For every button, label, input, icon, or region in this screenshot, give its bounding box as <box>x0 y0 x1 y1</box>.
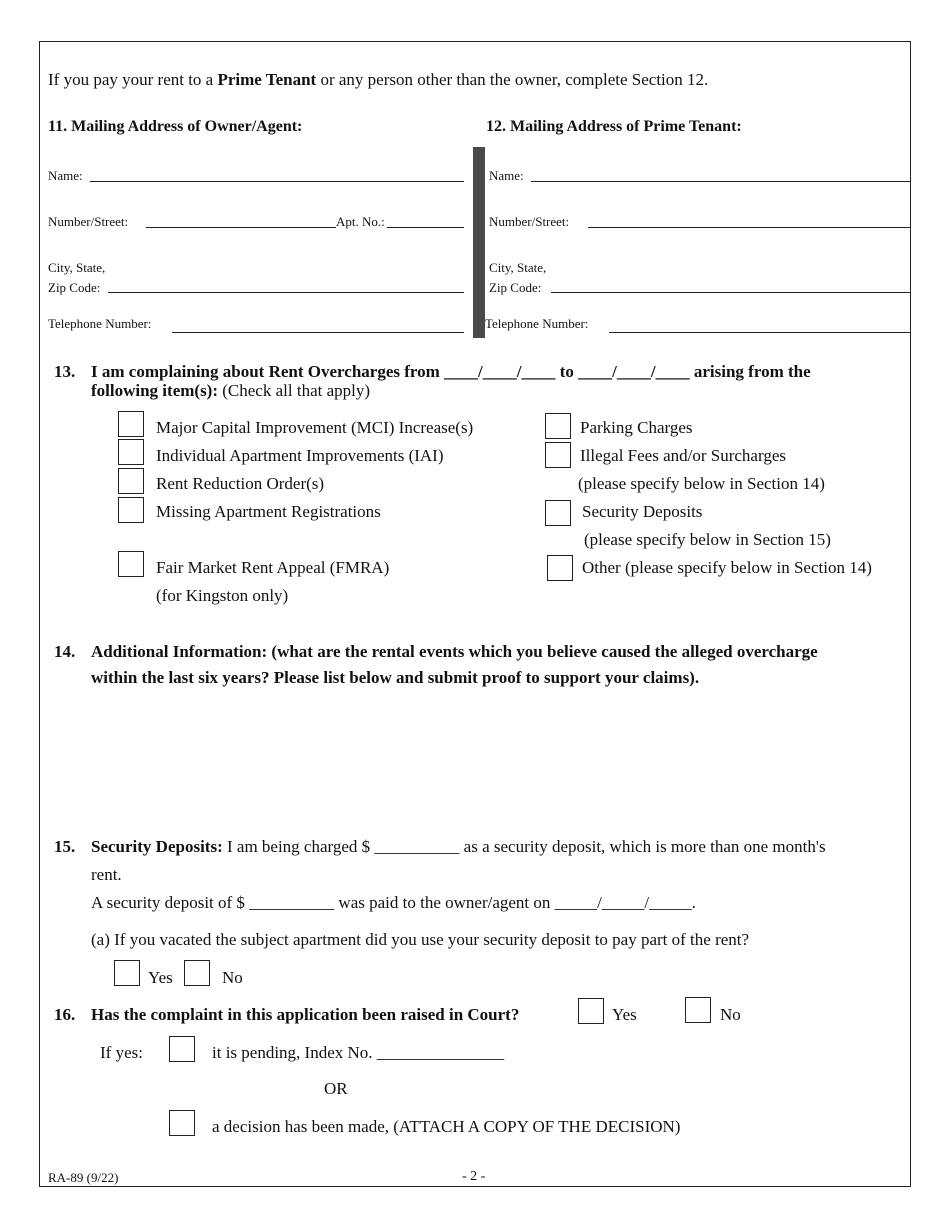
tenant-phone-field[interactable] <box>609 332 911 333</box>
owner-name-label: Name: <box>48 168 83 183</box>
owner-street-label: Number/Street: <box>48 214 129 229</box>
tenant-phone-label: Telephone Number: <box>485 316 589 331</box>
checkbox-court-no[interactable] <box>685 997 711 1023</box>
label-rent-reduction: Rent Reduction Order(s) <box>156 474 325 493</box>
checkbox-fmra[interactable] <box>118 551 144 577</box>
section-13-line1: I am complaining about Rent Overcharges from ____/____/____ to ____/____/____ arising from the <box>91 362 811 381</box>
owner-phone-field[interactable] <box>172 332 464 333</box>
label-court-no: No <box>720 1005 741 1024</box>
label-if-yes: If yes: <box>100 1043 143 1062</box>
label-decision: a decision has been made, (ATTACH A COPY OF THE DECISION) <box>212 1117 681 1136</box>
form-number: RA-89 (9/22) <box>48 1170 119 1185</box>
checkbox-other[interactable] <box>547 555 573 581</box>
section-15-question-a: (a) If you vacated the subject apartment did you use your security deposit to pay part of the rent? <box>91 930 750 949</box>
label-fmra: Fair Market Rent Appeal (FMRA) <box>156 558 390 577</box>
checkbox-decision[interactable] <box>169 1110 195 1136</box>
checkbox-parking[interactable] <box>545 413 571 439</box>
section-14-line1: Additional Information: (what are the rental events which you believe caused the alleged overcharge <box>91 642 818 661</box>
owner-city-field[interactable] <box>108 292 464 293</box>
section-16-number: 16. <box>54 1005 76 1024</box>
checkbox-deposit-no[interactable] <box>184 960 210 986</box>
checkbox-iai[interactable] <box>118 439 144 465</box>
section-12-heading: 12. Mailing Address of Prime Tenant: <box>486 118 742 135</box>
checkbox-security-deposits[interactable] <box>545 500 571 526</box>
checkbox-illegal-fees[interactable] <box>545 442 571 468</box>
checkbox-deposit-yes[interactable] <box>114 960 140 986</box>
tenant-street-label: Number/Street: <box>489 214 570 229</box>
label-or: OR <box>324 1079 348 1098</box>
column-divider-bar <box>473 147 485 338</box>
label-iai: Individual Apartment Improvements (IAI) <box>156 446 444 465</box>
tenant-name-field[interactable] <box>531 181 911 182</box>
section-15-line1: Security Deposits: I am being charged $ __________ as a security deposit, which is more than one month's <box>91 837 826 856</box>
owner-apt-label: Apt. No.: <box>336 214 385 229</box>
label-kingston: (for Kingston only) <box>156 586 289 605</box>
section-15-line2: rent. <box>91 865 122 884</box>
owner-phone-label: Telephone Number: <box>48 316 152 331</box>
owner-name-field[interactable] <box>90 181 464 182</box>
checkbox-mci[interactable] <box>118 411 144 437</box>
tenant-city-field[interactable] <box>551 292 911 293</box>
checkbox-missing-registrations[interactable] <box>118 497 144 523</box>
tenant-city-label-1: City, State, <box>489 260 547 275</box>
section-13-line2: following item(s): (Check all that apply) <box>91 381 371 400</box>
owner-city-label-1: City, State, <box>48 260 106 275</box>
section-14-number: 14. <box>54 642 76 661</box>
label-deposit-no: No <box>222 968 243 987</box>
label-security-deposits: Security Deposits <box>582 502 703 521</box>
label-court-yes: Yes <box>612 1005 637 1024</box>
owner-city-label-2: Zip Code: <box>48 280 101 295</box>
checkbox-rent-reduction[interactable] <box>118 468 144 494</box>
label-other: Other (please specify below in Section 14) <box>582 558 872 577</box>
tenant-name-label: Name: <box>489 168 524 183</box>
note-section-14: (please specify below in Section 14) <box>578 474 825 493</box>
tenant-city-label-2: Zip Code: <box>489 280 542 295</box>
note-section-15: (please specify below in Section 15) <box>584 530 831 549</box>
checkbox-pending[interactable] <box>169 1036 195 1062</box>
tenant-street-field[interactable] <box>588 227 911 228</box>
intro-text: If you pay your rent to a Prime Tenant or any person other than the owner, complete Section 12. <box>48 70 709 89</box>
section-14-line2: within the last six years? Please list below and submit proof to support your claims). <box>91 668 700 687</box>
label-parking: Parking Charges <box>580 418 693 437</box>
checkbox-court-yes[interactable] <box>578 998 604 1024</box>
label-illegal-fees: Illegal Fees and/or Surcharges <box>580 446 786 465</box>
label-missing-registrations: Missing Apartment Registrations <box>156 502 381 521</box>
owner-street-field[interactable] <box>146 227 464 228</box>
page-number: - 2 - <box>462 1169 486 1184</box>
section-13-number: 13. <box>54 362 76 381</box>
label-mci: Major Capital Improvement (MCI) Increase(s) <box>156 418 474 437</box>
section-15-number: 15. <box>54 837 76 856</box>
section-15-line3: A security deposit of $ __________ was paid to the owner/agent on _____/_____/_____. <box>91 893 696 912</box>
section-16-question: Has the complaint in this application been raised in Court? <box>91 1005 520 1024</box>
label-pending: it is pending, Index No. _______________ <box>212 1043 505 1062</box>
section-11-heading: 11. Mailing Address of Owner/Agent: <box>48 118 303 135</box>
label-deposit-yes: Yes <box>148 968 173 987</box>
